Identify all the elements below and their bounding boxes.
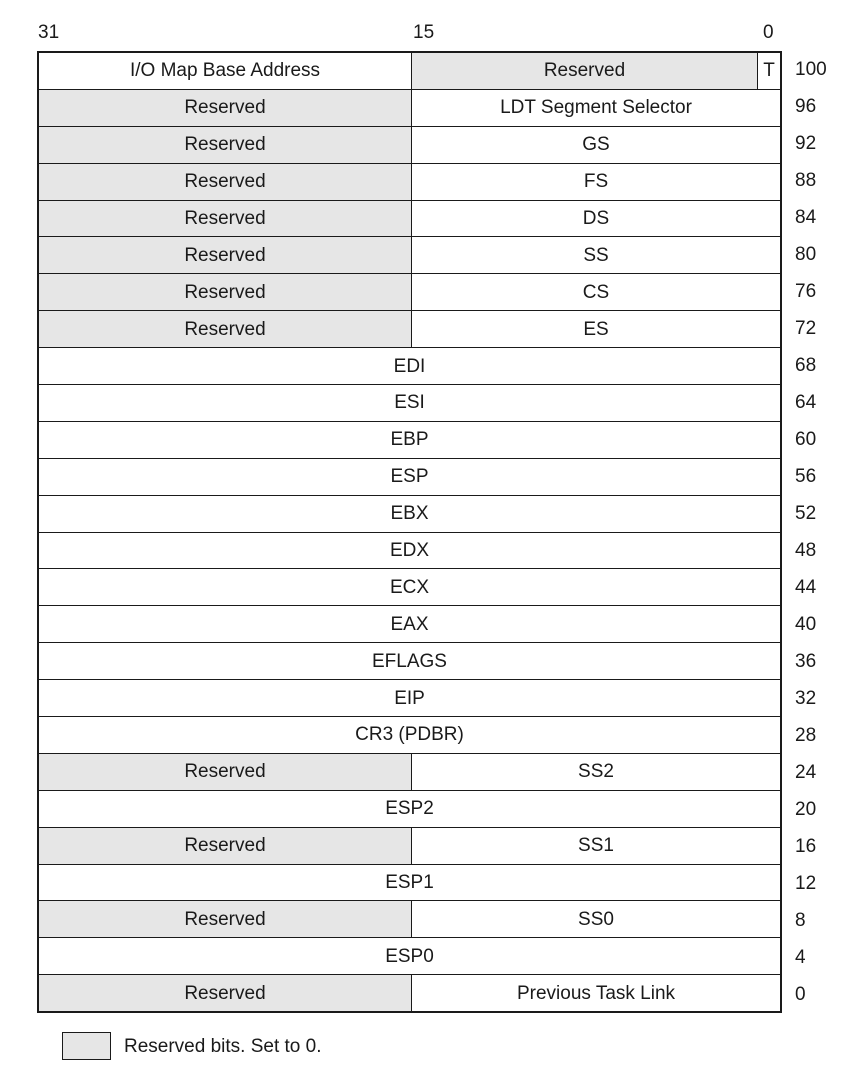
field-low: FS [583, 171, 609, 193]
tss-row [39, 163, 780, 200]
tss-row [39, 53, 780, 89]
tss-row [39, 532, 780, 569]
legend-text: Reserved bits. Set to 0. [124, 1035, 322, 1057]
offset-column [782, 51, 858, 1013]
offset-label: 56 [795, 466, 817, 487]
tss-row [39, 864, 780, 901]
tss-row [39, 716, 780, 753]
field-32bit: CR3 (PDBR) [355, 724, 464, 746]
offset-label: 88 [795, 170, 817, 191]
field-32bit: ECX [389, 576, 430, 598]
tss-row [39, 421, 780, 458]
offset-label: 8 [795, 910, 806, 931]
field-32bit: EIP [394, 687, 425, 709]
reserved-field: Reserved [39, 901, 412, 937]
tss-row [39, 347, 780, 384]
offset-label: 52 [795, 503, 817, 524]
offset-label: 96 [795, 96, 817, 117]
tss-row [39, 568, 780, 605]
offset-label: 36 [795, 651, 817, 672]
field-low: Previous Task Link [516, 982, 676, 1004]
offset-label: 76 [795, 281, 817, 302]
bit-label-0: 0 [763, 22, 774, 43]
field-low: SS0 [578, 908, 614, 930]
tss-row [39, 126, 780, 163]
reserved-field: Reserved [39, 127, 412, 163]
offset-label: 100 [795, 59, 827, 80]
field-low: DS [582, 208, 610, 229]
field-32bit: ESP1 [385, 872, 434, 894]
offset-label: 28 [795, 725, 817, 746]
field-32bit: EDX [389, 540, 430, 562]
tss-row [39, 495, 780, 532]
tss-row [39, 679, 780, 716]
offset-label: 20 [795, 799, 817, 820]
field-32bit: EBX [390, 503, 429, 525]
tss-layout-table [37, 51, 782, 1013]
offset-label: 60 [795, 429, 817, 450]
field-low: GS [582, 134, 610, 156]
tss-row [39, 458, 780, 495]
field-32bit: ESP [390, 466, 429, 488]
offset-label: 4 [795, 947, 806, 968]
field-32bit: EFLAGS [372, 650, 447, 672]
reserved-field: Reserved [39, 90, 412, 126]
offset-label: 16 [795, 836, 817, 857]
offset-label: 80 [795, 244, 817, 265]
tss-row [39, 605, 780, 642]
tss-row [39, 89, 780, 126]
field-low: ES [583, 318, 609, 340]
field-high: I/O Map Base Address [39, 53, 412, 89]
tss-row [39, 200, 780, 237]
offset-label: 32 [795, 688, 817, 709]
trap-bit-field: T [757, 53, 780, 89]
reserved-field: Reserved [412, 53, 757, 89]
field-32bit: ESI [394, 392, 425, 414]
tss-row [39, 236, 780, 273]
offset-label: 12 [795, 873, 817, 894]
tss-row [39, 900, 780, 937]
legend [62, 1032, 322, 1060]
offset-label: 0 [795, 984, 806, 1005]
offset-label: 64 [795, 392, 817, 413]
field-32bit: ESP0 [385, 945, 434, 967]
field-32bit: EBP [390, 429, 429, 451]
field-low: SS1 [578, 835, 614, 857]
field-low: SS [583, 244, 609, 266]
tss-row [39, 974, 780, 1011]
tss-row [39, 827, 780, 864]
tss-row [39, 384, 780, 421]
reserved-field: Reserved [39, 975, 412, 1011]
offset-label: 92 [795, 133, 817, 154]
bit-label-15: 15 [413, 22, 435, 43]
field-low: SS2 [578, 761, 614, 783]
tss-row [39, 753, 780, 790]
offset-label: 40 [795, 614, 817, 635]
offset-label: 48 [795, 540, 817, 561]
reserved-field: Reserved [39, 754, 412, 790]
reserved-field: Reserved [39, 237, 412, 273]
field-32bit: ESP2 [385, 798, 434, 820]
offset-label: 44 [795, 577, 817, 598]
reserved-field: Reserved [39, 274, 412, 310]
field-32bit: EDI [393, 355, 426, 377]
reserved-field: Reserved [39, 828, 412, 864]
field-32bit: EAX [390, 613, 429, 635]
tss-row [39, 273, 780, 310]
field-low: LDT Segment Selector [500, 97, 692, 119]
offset-label: 72 [795, 318, 817, 339]
tss-row [39, 642, 780, 679]
bit-label-31: 31 [38, 22, 60, 43]
offset-label: 68 [795, 355, 817, 376]
reserved-field: Reserved [39, 201, 412, 237]
offset-label: 24 [795, 762, 817, 783]
tss-row [39, 790, 780, 827]
field-low: CS [582, 281, 610, 303]
legend-swatch [62, 1032, 111, 1060]
tss-row [39, 310, 780, 347]
tss-row [39, 937, 780, 974]
offset-label: 84 [795, 207, 817, 228]
reserved-field: Reserved [39, 311, 412, 347]
reserved-field: Reserved [39, 164, 412, 200]
